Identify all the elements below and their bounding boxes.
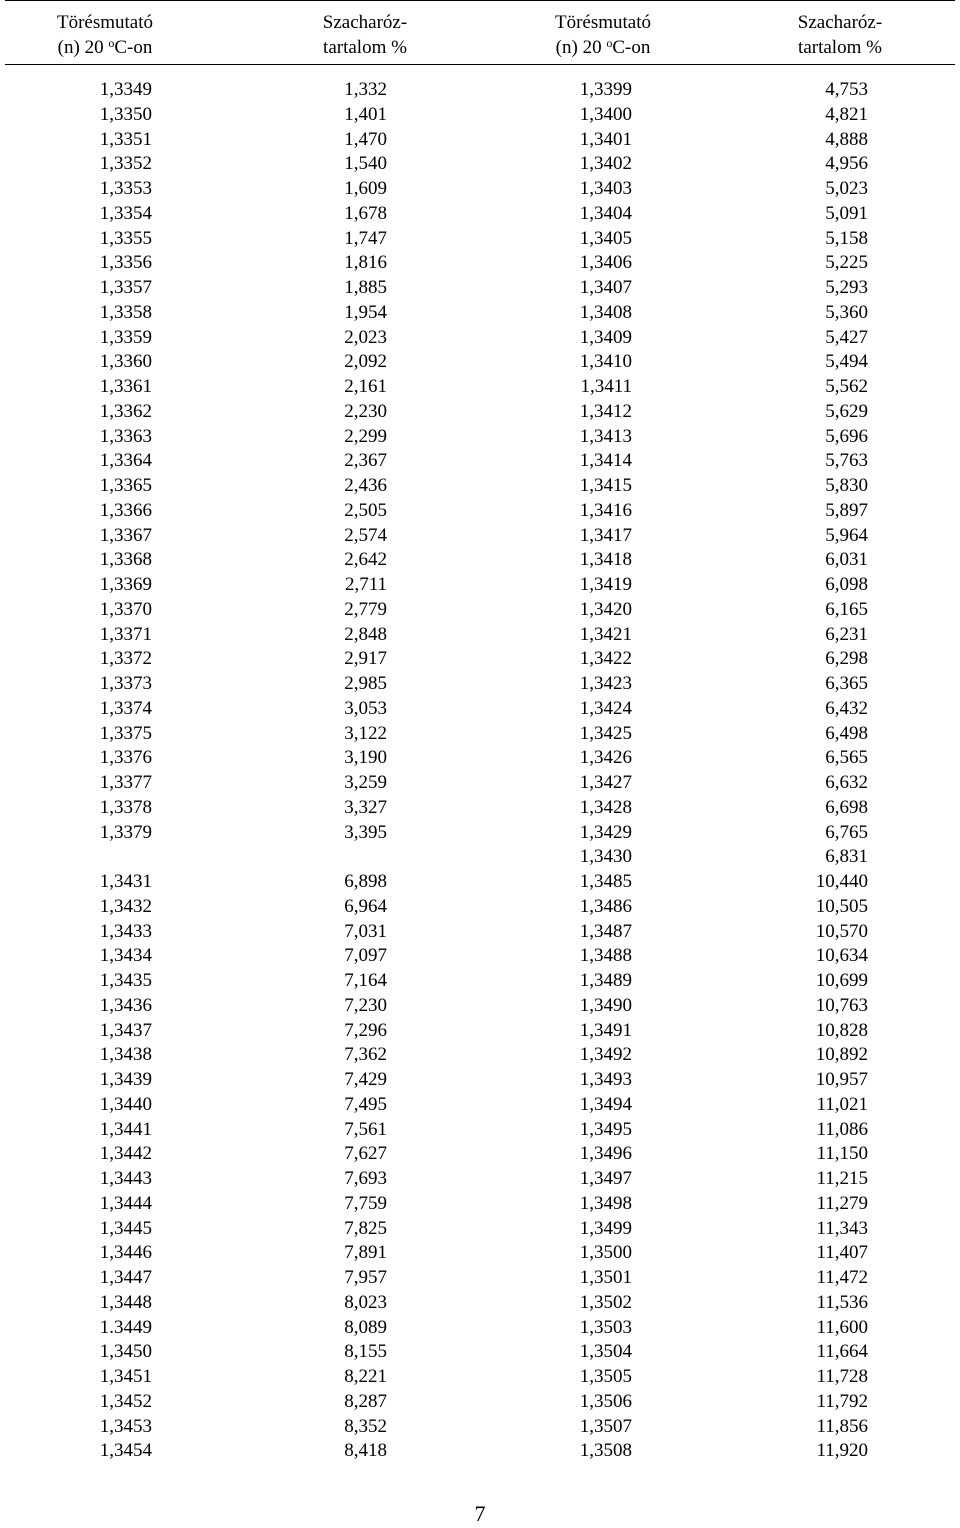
table-row [0,573,960,598]
table-cell: 5,763 [825,450,868,472]
table-row [0,1167,960,1192]
table-cell: 7,097 [344,945,387,967]
table-cell: 6,231 [825,623,868,645]
table-cell: 1,3365 [99,475,152,496]
table-cell: 1,3439 [99,1069,152,1090]
table-cell: 10,828 [815,1019,868,1041]
table-row [0,1316,960,1341]
table-row [0,524,960,549]
table-cell: 7,164 [344,970,387,991]
header-sucrose-content-1 [265,10,465,60]
header-rule [5,64,955,65]
table-cell: 1,3401 [579,128,632,150]
table-cell: 7,230 [344,994,387,1016]
table-cell: 1,3431 [99,871,152,892]
table-cell: 5,293 [825,277,868,298]
table-row [0,128,960,153]
table-row [0,1093,960,1118]
table-cell: 1,3354 [99,202,152,224]
table-row [0,845,960,870]
table-cell: 1,3428 [579,796,632,818]
table-cell: 3,395 [344,821,387,843]
table-cell: 1,3374 [99,697,152,719]
table-row [0,103,960,128]
table-row [0,78,960,103]
table-cell: 8,089 [344,1316,387,1338]
table-cell: 1,3418 [579,549,632,571]
table-cell: 6,898 [344,871,387,892]
table-cell: 1,3403 [579,178,632,199]
table-cell: 1,3426 [579,747,632,769]
table-cell: 3,327 [344,796,387,818]
table-cell: 6,831 [825,846,868,868]
table-cell: 8,155 [344,1341,387,1363]
table-cell: 1,3437 [99,1019,152,1041]
table-cell: 11,664 [816,1341,868,1363]
table-row [0,449,960,474]
table-cell: 1,3503 [579,1316,632,1338]
table-cell: 8,418 [344,1440,387,1462]
table-cell: 10,505 [815,895,868,917]
table-row [0,276,960,301]
table-cell: 10,440 [815,871,868,892]
table-cell: 11,536 [816,1291,868,1313]
table-cell: 1,3353 [99,178,152,199]
table-cell: 6,432 [825,697,868,719]
table-cell: 1,3494 [579,1093,632,1115]
table-row [0,746,960,771]
table-cell: 11,472 [816,1267,868,1288]
table-cell: 1,3407 [579,277,632,298]
table-cell: 2,299 [344,425,387,447]
table-row [0,425,960,450]
table-cell: 1,609 [344,178,387,199]
table-cell: 1,3366 [99,499,152,521]
table-cell: 1,3491 [579,1019,632,1041]
header-sucrose-content-2 [740,10,940,60]
table-cell: 1,3442 [99,1143,152,1165]
table-cell: 1,3421 [579,623,632,645]
table-cell: 1,3367 [99,524,152,546]
table-cell: 7,693 [344,1168,387,1189]
table-cell: 1,3357 [99,277,152,298]
table-cell: 1,3399 [579,79,632,100]
table-row [0,301,960,326]
table-cell: 1,3490 [579,994,632,1016]
table-row [0,722,960,747]
table-row [0,1068,960,1093]
table-cell: 2,848 [344,623,387,645]
table-cell: 1,954 [344,301,387,323]
table-cell: 1,3412 [579,400,632,422]
table-cell: 1,3450 [99,1341,152,1363]
table-cell: 1,3364 [99,450,152,472]
table-cell: 1,3434 [99,945,152,967]
table-cell: 11,407 [816,1242,868,1264]
table-cell: 1,3371 [99,623,152,645]
table-cell: 5,696 [825,425,868,447]
table-cell: 1,3498 [579,1192,632,1214]
table-cell: 11,150 [816,1143,868,1165]
table-cell: 1,3427 [579,772,632,793]
header-line1: Törésmutató [56,12,154,33]
table-cell: 1,3487 [579,920,632,942]
table-row [0,1241,960,1266]
table-cell: 1,3432 [99,895,152,917]
table-cell: 1,3452 [99,1390,152,1412]
table-cell: 6,298 [825,648,868,670]
table-cell: 6,165 [825,598,868,620]
table-cell: 1,3362 [99,400,152,422]
table-cell: 1,332 [344,79,387,100]
table-cell: 1,3454 [99,1440,152,1462]
table-row [0,548,960,573]
table-row [0,1390,960,1415]
header-refractive-index-2 [503,10,703,60]
table-cell: 6,031 [825,549,868,571]
table-cell: 4,821 [825,103,868,125]
table-cell: 1,3375 [99,722,152,744]
table-cell: 1,3486 [579,895,632,917]
table-cell: 1,3485 [579,871,632,892]
table-cell: 1,3352 [99,153,152,175]
table-row [0,1439,960,1464]
table-cell: 3,053 [344,697,387,719]
table-cell: 2,092 [344,351,387,373]
table-cell: 3,122 [344,722,387,744]
table-cell: 1,3496 [579,1143,632,1165]
table-row [0,672,960,697]
table-cell: 5,158 [825,227,868,249]
table-cell: 1,3447 [99,1267,152,1288]
table-row [0,499,960,524]
table-cell: 11,792 [816,1390,868,1412]
table-cell: 5,830 [825,475,868,496]
table-cell: 8,023 [344,1291,387,1313]
table-cell: 2,574 [344,524,387,546]
table-cell: 4,956 [825,153,868,175]
table-cell: 2,505 [344,499,387,521]
table-cell: 1,3443 [99,1168,152,1189]
table-cell: 2,985 [344,673,387,694]
table-cell: 6,365 [825,673,868,694]
table-cell: 11,728 [816,1366,868,1387]
table-row [0,969,960,994]
table-cell: 7,627 [344,1143,387,1165]
table-cell: 1,3446 [99,1242,152,1264]
table-cell: 5,023 [825,178,868,199]
table-row [0,1142,960,1167]
table-cell: 1,3410 [579,351,632,373]
table-row [0,152,960,177]
table-cell: 10,763 [815,994,868,1016]
table-cell: 11,920 [816,1440,868,1462]
table-body [0,78,960,1464]
table-cell: 1,3349 [99,79,152,100]
table-cell: 2,436 [344,475,387,496]
table-cell: 2,711 [344,574,387,595]
table-cell: 1,3361 [99,376,152,397]
table-cell: 1,3424 [579,697,632,719]
table-cell: 5,494 [825,351,868,373]
table-cell: 7,495 [344,1093,387,1115]
table-cell: 1,3425 [579,722,632,744]
table-cell: 5,562 [825,376,868,397]
table-cell: 1,3430 [579,846,632,868]
table-row [0,1019,960,1044]
table-row [0,1118,960,1143]
table-cell: 2,023 [344,326,387,348]
table-row [0,771,960,796]
table-cell: 1,3436 [99,994,152,1016]
table-row [0,994,960,1019]
table-row [0,177,960,202]
table-row [0,821,960,846]
table-cell: 10,570 [815,920,868,942]
table-cell: 6,098 [825,574,868,595]
table-cell: 1,678 [344,202,387,224]
table-cell: 1,3377 [99,772,152,793]
table-cell: 1,3370 [99,598,152,620]
page-number: 7 [474,1501,486,1526]
table-row [0,895,960,920]
table-cell: 1,3416 [579,499,632,521]
table-cell: 1,3448 [99,1291,152,1313]
table-cell: 5,629 [825,400,868,422]
table-row [0,326,960,351]
table-cell: 1,816 [344,252,387,274]
table-cell: 7,891 [344,1242,387,1264]
table-cell: 1,3422 [579,648,632,670]
table-row [0,870,960,895]
table-cell: 1,3499 [579,1217,632,1239]
table-cell: 6,765 [825,821,868,843]
table-cell: 1,3504 [579,1341,632,1363]
table-cell: 1,3506 [579,1390,632,1412]
table-cell: 1,3417 [579,524,632,546]
table-cell: 1,3501 [579,1267,632,1288]
table-row [0,227,960,252]
table-cell: 1,3406 [579,252,632,274]
table-cell: 1,3500 [579,1242,632,1264]
table-cell: 1,3360 [99,351,152,373]
table-row [0,1340,960,1365]
table-cell: 4,888 [825,128,868,150]
table-cell: 8,352 [344,1415,387,1437]
table-cell: 7,362 [344,1044,387,1066]
table-cell: 1,3413 [579,425,632,447]
table-cell: 5,964 [825,524,868,546]
table-cell: 1,3507 [579,1415,632,1437]
table-cell: 7,031 [344,920,387,942]
header-line2: tartalom % [323,37,407,58]
table-cell: 1,3408 [579,301,632,323]
table-cell: 6,698 [825,796,868,818]
table-cell: 11,086 [816,1118,868,1140]
table-cell: 10,957 [815,1069,868,1090]
table-cell: 1,747 [344,227,387,249]
table-cell: 7,296 [344,1019,387,1041]
table-cell: 7,561 [344,1118,387,1140]
table-cell: 11,343 [816,1217,868,1239]
table-row [0,623,960,648]
table-row [0,944,960,969]
table-row [0,647,960,672]
table-cell: 1,540 [344,153,387,175]
table-cell: 1,3379 [99,821,152,843]
table-cell: 1,3508 [579,1440,632,1462]
table-cell: 1,3435 [99,970,152,991]
table-cell: 1,3400 [579,103,632,125]
table-cell: 1,3351 [99,128,152,150]
table-row [0,1192,960,1217]
table-cell: 11,856 [816,1415,868,1437]
table-cell: 10,634 [815,945,868,967]
table-cell: 6,964 [344,895,387,917]
table-row [0,375,960,400]
table-cell: 2,230 [344,400,387,422]
table-row [0,1415,960,1440]
table-cell: 1,3497 [579,1168,632,1189]
table-cell: 1,3438 [99,1044,152,1066]
table-cell: 1,3369 [99,574,152,595]
table-cell: 2,917 [344,648,387,670]
top-rule [5,0,955,1]
table-cell: 1,470 [344,128,387,150]
table-cell: 7,429 [344,1069,387,1090]
header-line1: Szacharóz- [322,12,408,33]
table-cell: 8,287 [344,1390,387,1412]
table-cell: 6,565 [825,747,868,769]
table-cell: 7,759 [344,1192,387,1214]
table-cell: 1,3363 [99,425,152,447]
table-cell: 1,885 [344,277,387,298]
table-cell: 1,3402 [579,153,632,175]
table-cell: 1,3420 [579,598,632,620]
header-line2: (n) 20 $^o$C-on [555,36,651,58]
table-cell: 1,3495 [579,1118,632,1140]
table-cell: 8,221 [344,1366,387,1387]
table-cell: 5,091 [825,202,868,224]
header-line2: (n) 20 $^o$C-on [57,36,153,58]
table-cell: 11,600 [816,1316,868,1338]
table-cell: 1,3414 [579,450,632,472]
table-cell: 1,3358 [99,301,152,323]
table-row [0,920,960,945]
table-cell: 1,3373 [99,673,152,694]
table-row [0,202,960,227]
table-cell: 1,3451 [99,1366,152,1387]
header-line2: tartalom % [798,37,882,58]
table-cell: 1,3355 [99,227,152,249]
table-cell: 11,215 [816,1168,868,1189]
table-row [0,1217,960,1242]
table-cell: 1,3489 [579,970,632,991]
table-cell: 1,3356 [99,252,152,274]
table-row [0,474,960,499]
table-cell: 5,225 [825,252,868,274]
table-row [0,1291,960,1316]
table-row [0,697,960,722]
table-cell: 1,3415 [579,475,632,496]
table-cell: 1,3368 [99,549,152,571]
table-row [0,1365,960,1390]
table-cell: 10,892 [815,1044,868,1066]
header-line1: Szacharóz- [797,12,883,33]
table-cell: 1,3376 [99,747,152,769]
header-refractive-index-1 [5,10,205,60]
table-row [0,400,960,425]
table-cell: 7,957 [344,1267,387,1288]
table-cell: 1,3502 [579,1291,632,1313]
table-row [0,251,960,276]
table-cell: 1,3378 [99,796,152,818]
header-line1: Törésmutató [554,12,652,33]
table-cell: 1,3505 [579,1366,632,1387]
table-cell: 2,642 [344,549,387,571]
table-cell: 6,632 [825,772,868,793]
table-cell: 1,3444 [99,1192,152,1214]
table-cell: 5,360 [825,301,868,323]
table-cell: 1,3441 [99,1118,152,1140]
table-row [0,1043,960,1068]
table-cell: 1.3449 [99,1316,152,1338]
table-cell: 7,825 [344,1217,387,1239]
table-cell: 1,3405 [579,227,632,249]
table-cell: 1,3404 [579,202,632,224]
table-cell: 3,259 [344,772,387,793]
table-row [0,350,960,375]
table-cell: 11,279 [816,1192,868,1214]
table-cell: 1,3423 [579,673,632,694]
table-cell: 6,498 [825,722,868,744]
table-cell: 5,897 [825,499,868,521]
table-cell: 2,367 [344,450,387,472]
table-cell: 1,3350 [99,103,152,125]
table-cell: 10,699 [815,970,868,991]
table-cell: 2,161 [344,376,387,397]
table-cell: 1,3492 [579,1044,632,1066]
table-cell: 1,3493 [579,1069,632,1090]
table-row [0,598,960,623]
table-cell: 1,3429 [579,821,632,843]
table-cell: 1,3488 [579,945,632,967]
table-cell: 1,3372 [99,648,152,670]
table-cell: 1,401 [344,103,387,125]
table-cell: 1,3409 [579,326,632,348]
table-cell: 1,3453 [99,1415,152,1437]
table-cell: 1,3359 [99,326,152,348]
table-cell: 5,427 [825,326,868,348]
table-cell: 1,3411 [580,376,632,397]
table-cell: 2,779 [344,598,387,620]
table-cell: 11,021 [816,1093,868,1115]
table-cell: 1,3445 [99,1217,152,1239]
table-cell: 4,753 [825,79,868,100]
table-row [0,796,960,821]
table-row [0,1266,960,1291]
table-cell: 1,3440 [99,1093,152,1115]
table-cell: 3,190 [344,747,387,769]
table-cell: 1,3419 [579,574,632,595]
table-cell: 1,3433 [99,920,152,942]
